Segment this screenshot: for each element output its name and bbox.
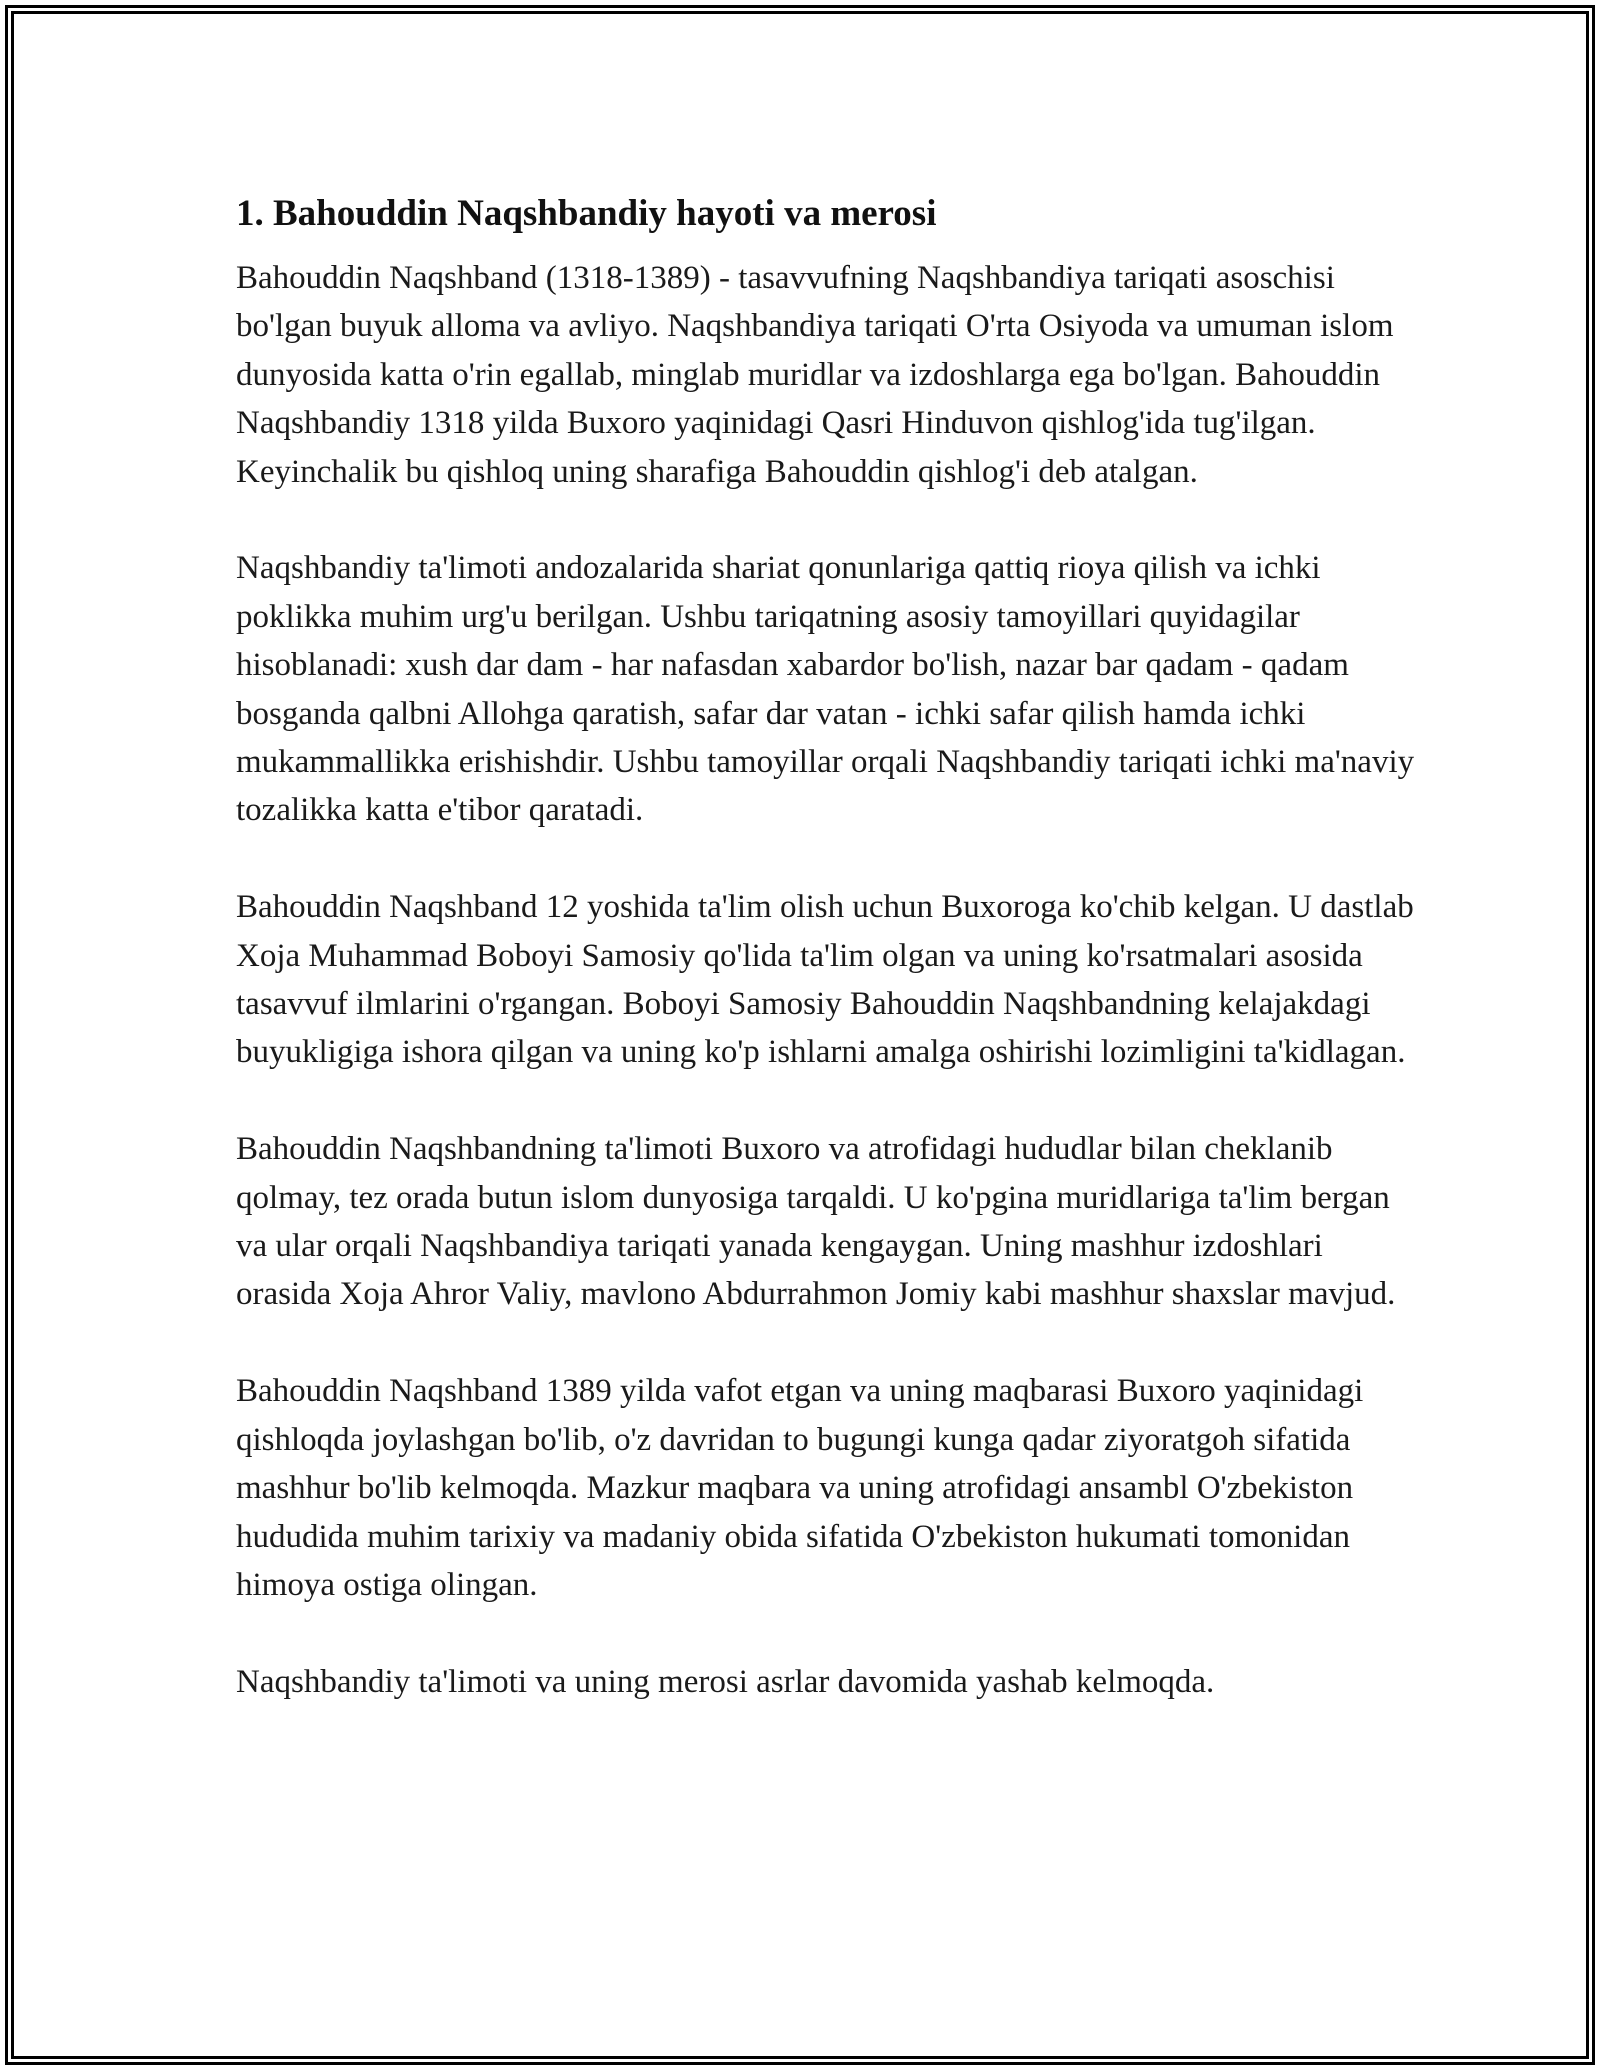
document-title: 1. Bahouddin Naqshbandiy hayoti va merosi <box>236 193 937 234</box>
paragraph-1: Bahouddin Naqshband (1318-1389) - tasavvufning Naqshbandiya tariqati asoschisi bo'lgan buyuk alloma va avliyo. Naqshbandiya tariqati O'rta Osiyoda va umuman islom dunyosida katta o'rin egallab, minglab muridlar va izdoshlarga ega bo'lgan. Bahouddin Naqshbandiy 1318 yilda Buxoro yaqinidagi Qasri Hinduvon qishlog'ida tug'ilgan. Keyinchalik bu qishloq uning sharafiga Bahouddin qishlog'i deb atalgan. <box>236 260 1394 490</box>
paragraph-5: Bahouddin Naqshband 1389 yilda vafot etgan va uning maqbarasi Buxoro yaqinidagi qishloqda joylashgan bo'lib, o'z davridan to bugungi kunga qadar ziyoratgoh sifatida mashhur bo'lib kelmoqda. Mazkur maqbara va uning atrofidagi ansambl O'zbekiston hududida muhim tarixiy va madaniy obida sifatida O'zbekiston hukumati tomonidan himoya ostiga olingan. <box>236 1373 1364 1603</box>
paragraph-3: Bahouddin Naqshband 12 yoshida ta'lim olish uchun Buxoroga ko'chib kelgan. U dastlab Xoja Muhammad Boboyi Samosiy qo'lida ta'lim olgan va uning ko'rsatmalari asosida tasavvuf ilmlarini o'rgangan. Boboyi Samosiy Bahouddin Naqshbandning kelajakdagi buyukligiga ishora qilgan va uning ko'p ishlarni amalga oshirishi lozimligini ta'kidlagan. <box>236 889 1414 1071</box>
paragraph-4: Bahouddin Naqshbandning ta'limoti Buxoro va atrofidagi hududlar bilan cheklanib qolmay, tez orada butun islom dunyosiga tarqaldi. U ko'pgina muridlariga ta'lim bergan va ular orqali Naqshbandiya tariqati yanada kengaygan. Uning mashhur izdoshlari orasida Xoja Ahror Valiy, mavlono Abdurrahmon Jomiy kabi mashhur shaxslar mavjud. <box>236 1131 1396 1313</box>
document-body <box>236 186 1416 1755</box>
paragraph-2: Naqshbandiy ta'limoti andozalarida shariat qonunlariga qattiq rioya qilish va ichki poklikka muhim urg'u berilgan. Ushbu tariqatning asosiy tamoyillari quyidagilar hisoblanadi: xush dar dam - har nafasdan xabardor bo'lish, nazar bar qadam - qadam bosganda qalbni Allohga qaratish, safar dar vatan - ichki safar qilish hamda ichki mukammallikka erishishdir. Ushbu tamoyillar orqali Naqshbandiy tariqati ichki ma'naviy tozalikka katta e'tibor qaratadi. <box>236 550 1415 829</box>
paragraph-6: Naqshbandiy ta'limoti va uning merosi asrlar davomida yashab kelmoqda. <box>236 1663 1215 1700</box>
